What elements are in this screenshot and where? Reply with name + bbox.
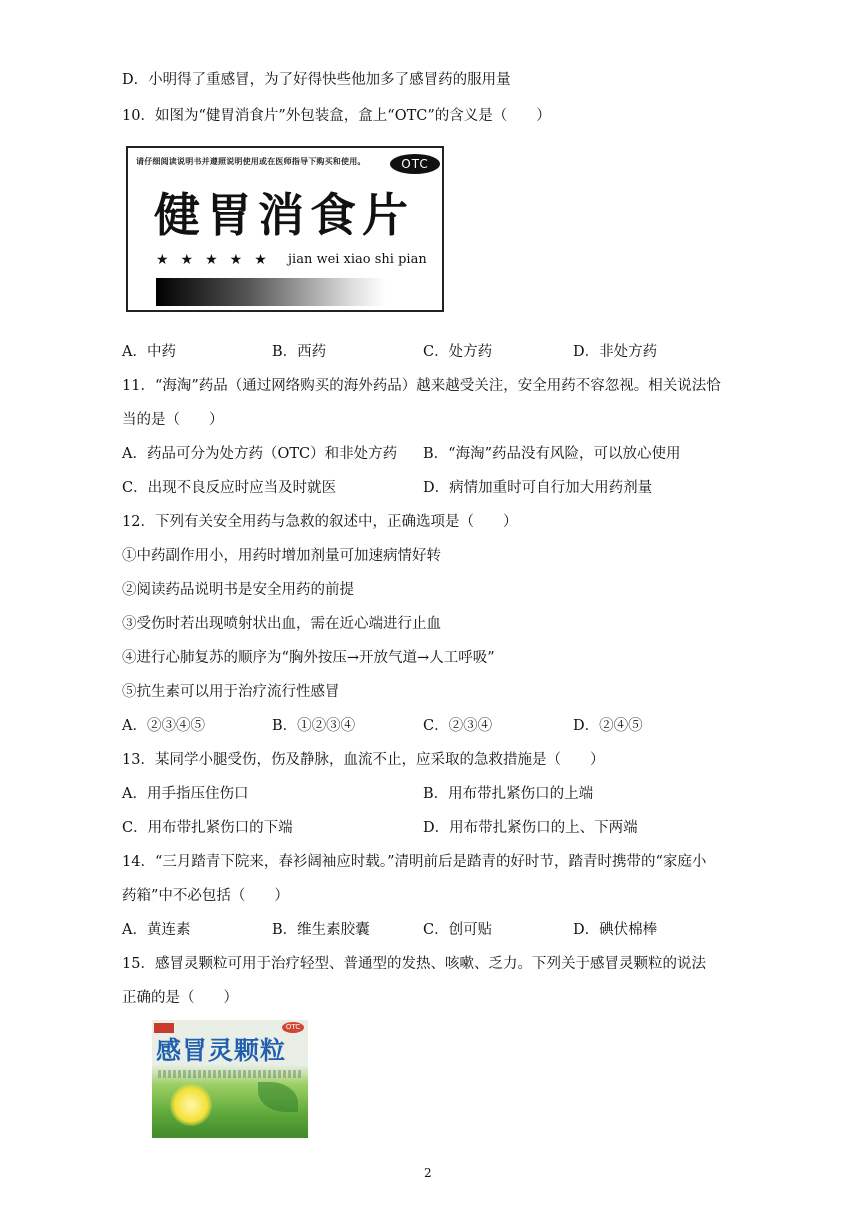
page-number: 2 xyxy=(424,1166,432,1180)
q12-option-d: D．②④⑤ xyxy=(573,718,643,734)
question-13: 13．某同学小腿受伤，伤及静脉，血流不止，应采取的急救措施是（ ） xyxy=(122,752,605,768)
package-pinyin: jian wei xiao shi pian xyxy=(288,252,427,267)
q13-option-d: D．用布带扎紧伤口的上、下两端 xyxy=(423,820,638,836)
q13-option-c: C．用布带扎紧伤口的下端 xyxy=(122,820,293,836)
question-11-line2: 当的是（ ） xyxy=(122,412,224,428)
question-14-line1: 14．“三月踏青下院来，春衫阔袖应时载。”清明前后是踏青的好时节，踏青时携带的“家庭小 xyxy=(122,854,707,870)
q11-option-c: C．出现不良反应时应当及时就医 xyxy=(122,480,337,496)
cold-medicine-photo xyxy=(152,1020,308,1138)
sun-icon xyxy=(170,1084,212,1126)
q10-option-a: A．中药 xyxy=(122,344,176,360)
otc-package-image xyxy=(126,146,444,312)
q13-option-a: A．用手指压住伤口 xyxy=(122,786,249,802)
q14-option-b: B．维生素胶囊 xyxy=(272,922,370,938)
q12-statement-2: ②阅读药品说明书是安全用药的前提 xyxy=(122,582,354,598)
otc-badge: OTC xyxy=(390,154,440,174)
q11-option-a: A．药品可分为处方药（OTC）和非处方药 xyxy=(122,446,398,462)
question-14-line2: 药箱”中不必包括（ ） xyxy=(122,888,289,904)
question-11-line1: 11．“海淘”药品（通过网络购买的海外药品）越来越受关注，安全用药不容忽视。相关说法恰 xyxy=(122,378,721,394)
q12-statement-4: ④进行心肺复苏的顺序为“胸外按压→开放气道→人工呼吸” xyxy=(122,650,495,666)
question-10: 10．如图为“健胃消食片”外包装盒，盒上“OTC”的含义是（ ） xyxy=(122,108,551,124)
q14-option-d: D．碘伏棉棒 xyxy=(573,922,658,938)
brand-logo xyxy=(154,1023,174,1033)
q13-option-b: B．用布带扎紧伤口的上端 xyxy=(423,786,594,802)
q12-option-b: B．①②③④ xyxy=(272,718,356,734)
q12-statement-3: ③受伤时若出现喷射状出血，需在近心端进行止血 xyxy=(122,616,441,632)
q12-option-c: C．②③④ xyxy=(423,718,493,734)
cold-product-name: 感冒灵颗粒 xyxy=(156,1036,287,1065)
q10-option-c: C．处方药 xyxy=(423,344,493,360)
q11-option-d: D．病情加重时可自行加大用药剂量 xyxy=(423,480,653,496)
q11-option-b: B．“海淘”药品没有风险，可以放心使用 xyxy=(423,446,681,462)
q14-option-c: C．创可贴 xyxy=(423,922,493,938)
q12-statement-1: ①中药副作用小，用药时增加剂量可加速病情好转 xyxy=(122,548,441,564)
gradient-bar xyxy=(156,278,386,306)
q12-option-a: A．②③④⑤ xyxy=(122,718,205,734)
package-note: 请仔细阅读说明书并遵照说明使用或在医师指导下购买和使用。 xyxy=(136,157,366,166)
q9-option-d: D．小明得了重感冒，为了好得快些他加多了感冒药的服用量 xyxy=(122,72,511,88)
q10-option-b: B．西药 xyxy=(272,344,327,360)
question-15-line1: 15．感冒灵颗粒可用于治疗轻型、普通型的发热、咳嗽、乏力。下列关于感冒灵颗粒的说法 xyxy=(122,956,706,972)
package-product-name: 健胃消食片 xyxy=(154,188,414,242)
q14-option-a: A．黄连素 xyxy=(122,922,191,938)
fine-print xyxy=(158,1070,302,1078)
question-15-line2: 正确的是（ ） xyxy=(122,990,238,1006)
leaf-icon xyxy=(258,1082,298,1112)
cold-otc-badge: OTC xyxy=(282,1022,304,1033)
star-icons: ★★★★★ xyxy=(156,252,279,268)
q10-option-d: D．非处方药 xyxy=(573,344,658,360)
question-12: 12．下列有关安全用药与急救的叙述中，正确选项是（ ） xyxy=(122,514,518,530)
q12-statement-5: ⑤抗生素可以用于治疗流行性感冒 xyxy=(122,684,340,700)
